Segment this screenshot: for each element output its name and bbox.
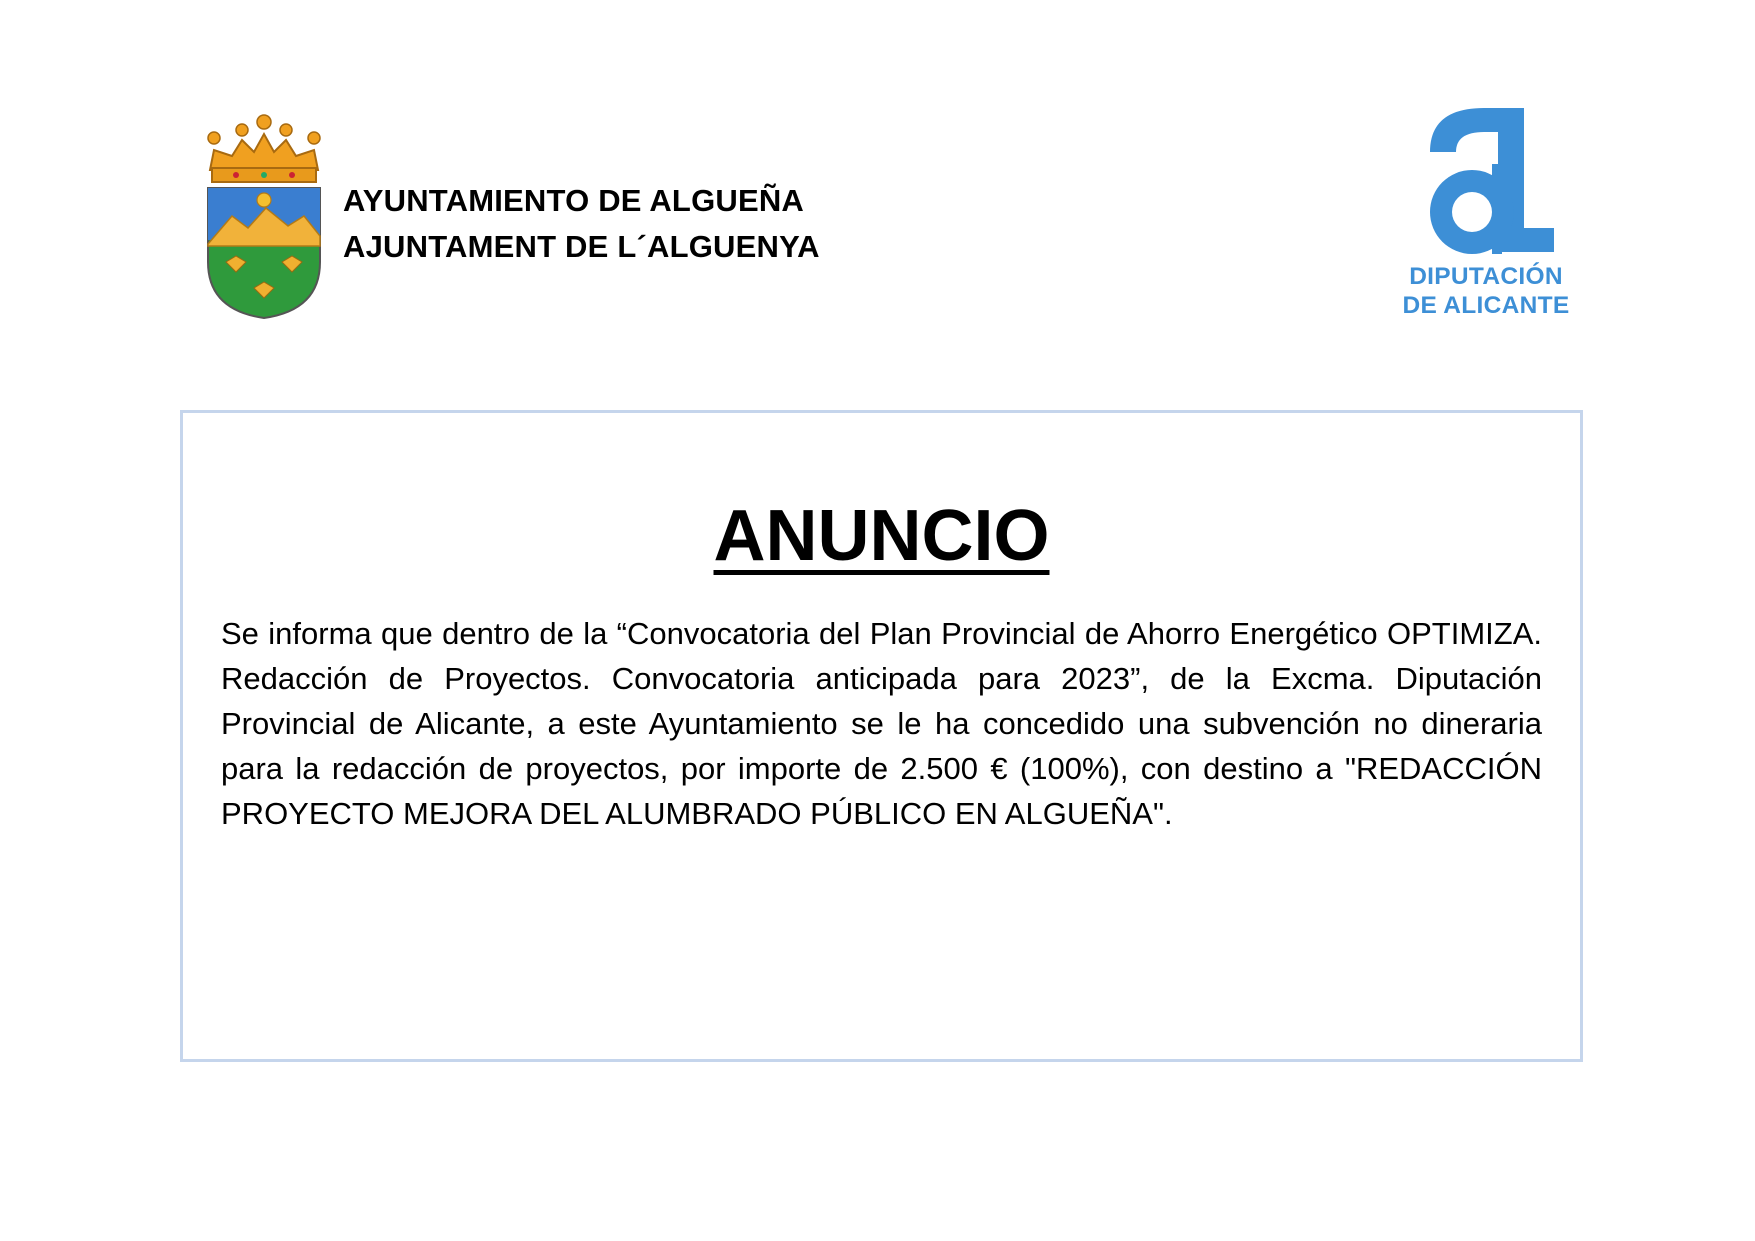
notice-box <box>180 410 1583 1062</box>
diputacion-logo-line2: DE ALICANTE <box>1402 292 1570 319</box>
notice-body: Se informa que dentro de la “Convocatoria del Plan Provincial de Ahorro Energético OPTIMIZA. Redacción de Proyectos. Convocatoria anticipada para 2023”, de la Excma. Diputación Provincial de Alicante, a este Ayuntamiento se le ha concedido una subvención no dineraria para la redacción de proyectos, por importe de 2.500 € (100%), con destino a "REDACCIÓN PROYECTO MEJORA DEL ALUMBRADO PÚBLICO EN ALGUEÑA". <box>221 616 1542 831</box>
org-name-valencian: AJUNTAMENT DE L´ALGUENYA <box>343 229 820 264</box>
diputacion-logo-text <box>1396 262 1576 320</box>
diputacion-logo-line1: DIPUTACIÓN <box>1409 263 1563 290</box>
notice-title-text: ANUNCIO <box>713 496 1050 576</box>
shield-icon <box>208 188 320 318</box>
diputacion-logo <box>1396 104 1576 324</box>
notice-title <box>183 493 1580 579</box>
diputacion-a-mark-icon <box>1396 104 1576 264</box>
crown-icon <box>208 115 320 182</box>
coat-of-arms-logo <box>196 112 332 322</box>
org-name-spanish: AYUNTAMIENTO DE ALGUEÑA <box>343 183 805 218</box>
org-names <box>343 178 820 270</box>
